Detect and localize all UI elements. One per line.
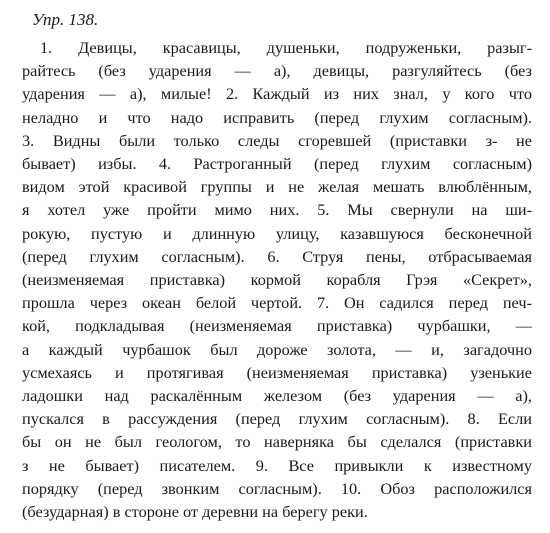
text-line: (безударная) в стороне от деревни на берегу реки. xyxy=(22,502,368,522)
text-line: бы он не был геологом, то наверняка бы сделался (приставки xyxy=(22,432,532,452)
text-line: усмехаясь и протягивая (неизменяемая приставка) узенькие xyxy=(22,362,532,382)
text-line: ладошки над раскалённым железом (без ударения — а), xyxy=(22,386,532,406)
text-line: неладно и что надо исправить (перед глухим согласным). xyxy=(22,107,532,127)
text-line: з не бывает) писателем. 9. Все привыкли к известному xyxy=(22,455,532,475)
exercise-text xyxy=(22,36,532,523)
text-line: райтесь (без ударения — а), девицы, разгуляйтесь (без xyxy=(22,61,532,81)
text-line: 3. Видны были только следы сгоревшей (приставки з- не xyxy=(22,130,532,150)
text-line: (перед глухим согласным). 6. Струя пены, отбрасываемая xyxy=(22,246,532,266)
text-line: а каждый чурбашок был дороже золота, — и, загадочно xyxy=(22,339,532,359)
text-line: прошла через океан белой чертой. 7. Он садился перед печ- xyxy=(22,293,532,313)
text-line: бывает) избы. 4. Растроганный (перед глухим согласным) xyxy=(22,154,532,174)
text-line: я хотел уже пройти мимо них. 5. Мы свернули на ши- xyxy=(22,200,532,220)
text-line: 1. Девицы, красавицы, душеньки, подруженьки, разыг- xyxy=(40,38,532,57)
text-line: порядку (перед звонким согласным). 10. Обоз расположился xyxy=(22,478,532,498)
text-line: кой, подкладывая (неизменяемая приставка) чурбашки, — xyxy=(22,316,532,336)
text-line: ударения — а), милые! 2. Каждый из них знал, у кого что xyxy=(22,84,532,104)
text-line: рокую, пустую и длинную улицу, казавшуюся бесконечной xyxy=(22,223,532,243)
text-line: пускался в рассуждения (перед глухим согласным). 8. Если xyxy=(22,409,532,429)
text-line: (неизменяемая приставка) кормой корабля Грэя «Секрет», xyxy=(22,270,532,290)
text-line: видом этой красивой группы и не желая мешать влюблённым, xyxy=(22,177,532,197)
exercise-heading: Упр. 138. xyxy=(32,10,99,29)
